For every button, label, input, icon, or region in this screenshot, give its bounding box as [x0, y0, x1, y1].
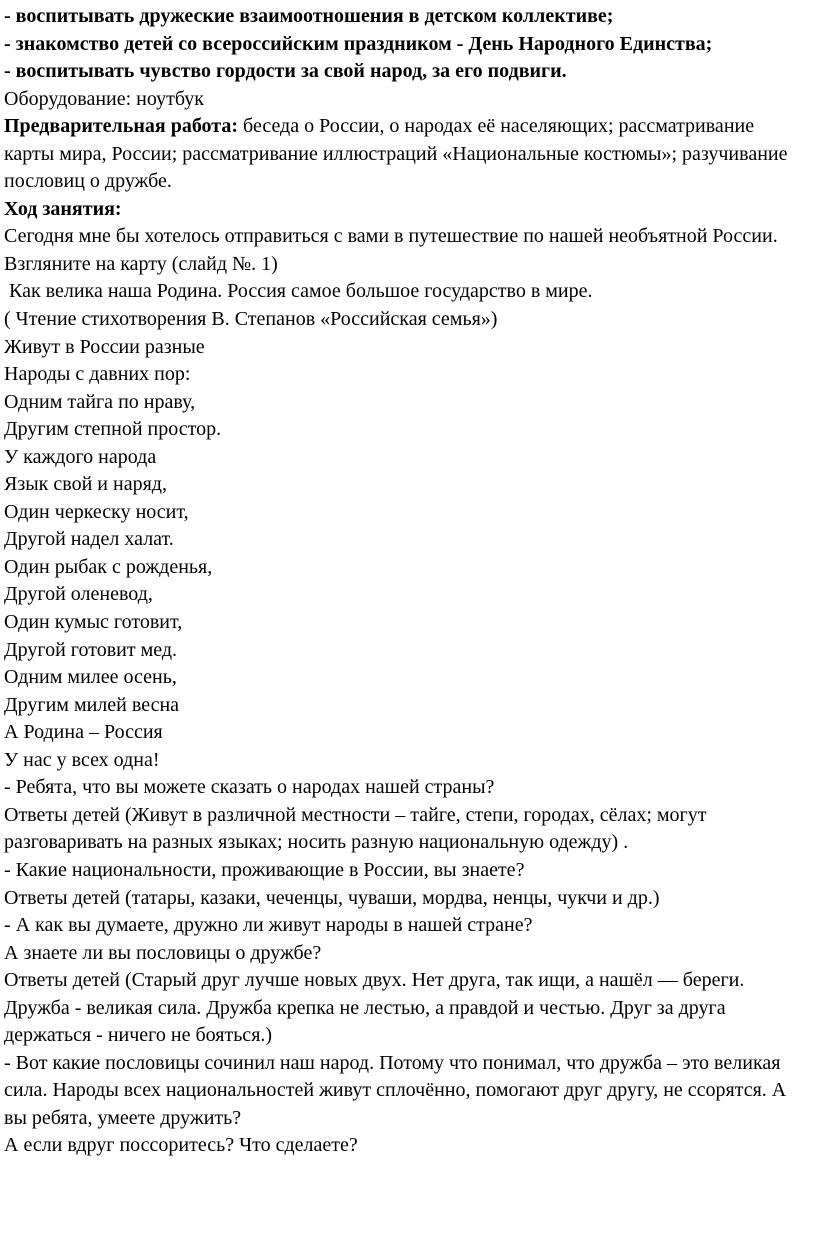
paragraph [4, 86, 808, 114]
paragraph [4, 802, 808, 857]
text-run: А знаете ли вы пословицы о дружбе? [4, 941, 322, 964]
paragraph [4, 1050, 808, 1133]
paragraph [4, 940, 808, 968]
text-run: Другим степной простор. [4, 418, 222, 441]
paragraph [4, 664, 808, 692]
paragraph [4, 31, 808, 59]
paragraph [4, 967, 808, 1050]
text-run: беседа о России, о народах её населяющих; рассматривание карты мира, России; рассматривание иллюстраций «Национальные костюмы»; разучивание пословиц о дружбе. [4, 115, 793, 193]
paragraph [4, 444, 808, 472]
paragraph [4, 499, 808, 527]
text-run: Один черкеску носит, [4, 500, 189, 523]
bold-text-run: - знакомство детей со всероссийским праздником - День Народного Единства; [4, 32, 713, 55]
paragraph [4, 196, 808, 224]
text-run: Ответы детей (татары, казаки, чеченцы, чуваши, мордва, ненцы, чукчи и др.) [4, 886, 660, 909]
text-run: Другой готовит мед. [4, 638, 178, 661]
paragraph [4, 278, 808, 306]
paragraph [4, 389, 808, 417]
text-run: А если вдруг поссоритесь? Что сделаете? [4, 1134, 358, 1157]
paragraph [4, 471, 808, 499]
text-run: Язык свой и наряд, [4, 473, 167, 496]
text-run: А Родина – Россия [4, 721, 163, 744]
paragraph [4, 416, 808, 444]
paragraph [4, 581, 808, 609]
paragraph [4, 113, 808, 196]
document-body [4, 3, 808, 1160]
bold-text-run: - воспитывать дружеские взаимоотношения в детском коллективе; [4, 5, 614, 27]
paragraph [4, 747, 808, 775]
paragraph [4, 692, 808, 720]
text-run: Другой оленевод, [4, 583, 153, 606]
paragraph [4, 58, 808, 86]
text-run: Один рыбак с рожденья, [4, 555, 213, 578]
text-run: Ответы детей (Старый друг лучше новых двух. Нет друга, так ищи, а нашёл — береги. Дружба - великая сила. Дружба крепка не лестью, а правдой и честью. Друг за друга держаться - ничего не бояться.) [4, 969, 750, 1047]
paragraph [4, 334, 808, 362]
text-run: Живут в России разные [4, 335, 205, 358]
text-run: Одним тайга по нраву, [4, 390, 196, 413]
paragraph [4, 912, 808, 940]
text-run: Ответы детей (Живут в различной местности – тайге, степи, городах, сёлах; могут разговаривать на разных языках; носить разную национальную одежду) . [4, 803, 712, 854]
paragraph [4, 857, 808, 885]
paragraph [4, 609, 808, 637]
text-run: - Какие национальности, проживающие в России, вы знаете? [4, 858, 525, 881]
paragraph [4, 223, 808, 278]
text-run: Народы с давних пор: [4, 363, 191, 386]
text-run: У нас у всех одна! [4, 748, 160, 771]
text-run: - Ребята, что вы можете сказать о народах нашей страны? [4, 776, 495, 799]
text-run: Как велика наша Родина. Россия самое большое государство в мире. [4, 280, 593, 303]
text-run: Оборудование: ноутбук [4, 87, 204, 110]
paragraph [4, 774, 808, 802]
paragraph [4, 306, 808, 334]
text-run: Другой надел халат. [4, 528, 174, 551]
text-run: Одним милее осень, [4, 666, 177, 689]
bold-text-run: Предварительная работа: [4, 115, 239, 138]
paragraph [4, 361, 808, 389]
paragraph [4, 554, 808, 582]
paragraph [4, 1132, 808, 1160]
text-run: ( Чтение стихотворения В. Степанов «Российская семья») [4, 308, 498, 331]
paragraph [4, 719, 808, 747]
paragraph [4, 885, 808, 913]
bold-text-run: - воспитывать чувство гордости за свой народ, за его подвиги. [4, 60, 567, 83]
text-run: - Вот какие пословицы сочинил наш народ. Потому что понимал, что дружба – это великая сила. Народы всех национальностей живут сплочённо, помогают друг другу, не ссорятся. А вы ребята, умеете дружить? [4, 1051, 792, 1129]
text-run: У каждого народа [4, 445, 157, 468]
text-run: - А как вы думаете, дружно ли живут народы в нашей стране? [4, 914, 533, 937]
paragraph [4, 637, 808, 665]
paragraph [4, 526, 808, 554]
bold-text-run: Ход занятия: [4, 197, 122, 220]
text-run: Сегодня мне бы хотелось отправиться с вами в путешествие по нашей необъятной России. Взгляните на карту (слайд №. 1) [4, 225, 783, 275]
text-run: Один кумыс готовит, [4, 611, 183, 634]
text-run: Другим милей весна [4, 693, 180, 716]
paragraph [4, 3, 808, 31]
